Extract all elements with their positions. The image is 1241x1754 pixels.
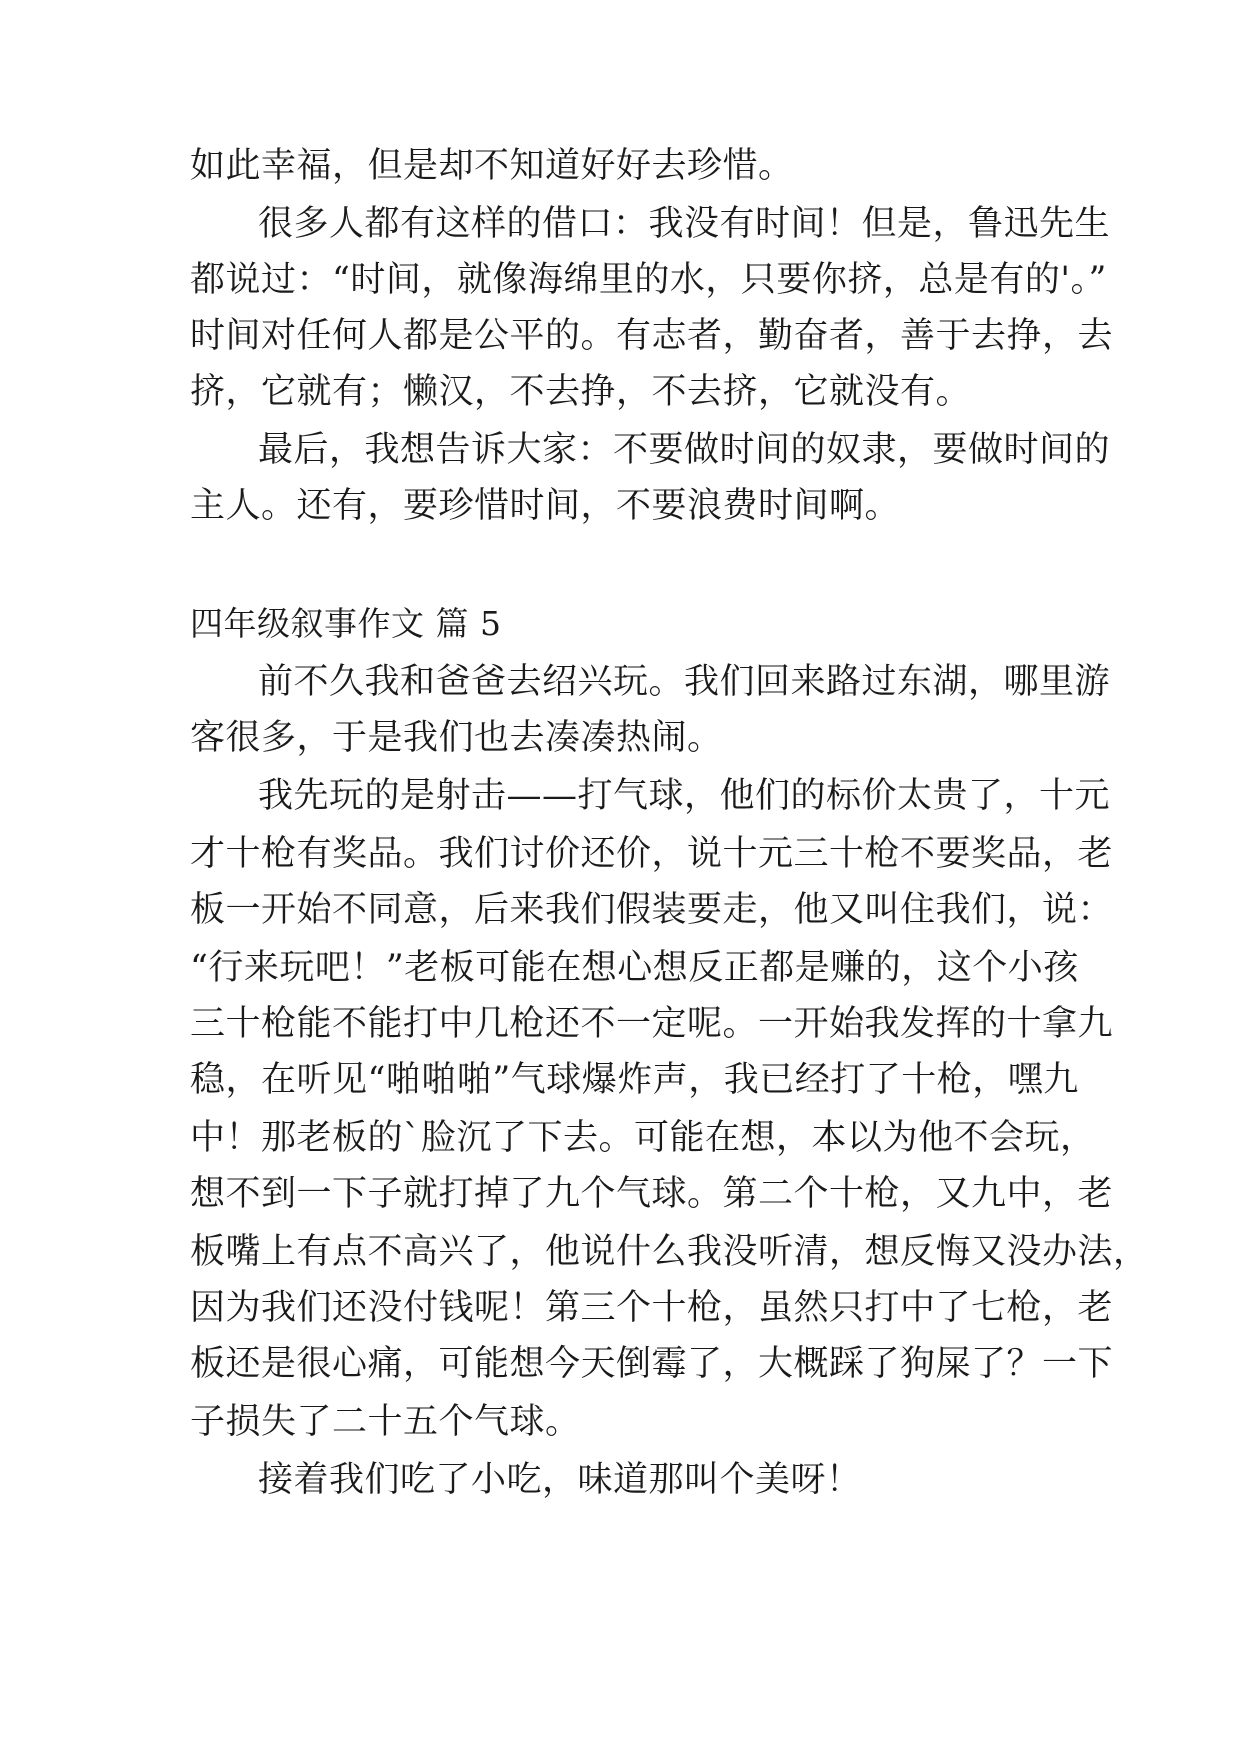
paragraph-line: 才十枪有奖品。我们讨价还价，说十元三十枪不要奖品，老 [190,834,1114,874]
paragraph-line: 板还是很心痛，可能想今天倒霉了，大概踩了狗屎了？一下 [190,1344,1114,1384]
paragraph-line: 如此幸福，但是却不知道好好去珍惜。 [190,146,794,186]
paragraph-line: “行来玩吧！”老板可能在想心想反正都是赚的，这个小孩 [190,948,1079,988]
paragraph-line: 我先玩的是射击——打气球，他们的标价太贵了，十元 [258,776,1111,816]
paragraph-line: 子损失了二十五个气球。 [190,1402,581,1442]
paragraph-line: 客很多，于是我们也去凑凑热闹。 [190,718,723,758]
paragraph-line: 想不到一下子就打掉了九个气球。第二个十枪，又九中，老 [190,1174,1114,1214]
paragraph-line: 主人。还有，要珍惜时间，不要浪费时间啊。 [190,486,901,526]
paragraph-line: 最后，我想告诉大家：不要做时间的奴隶，要做时间的 [258,430,1111,470]
paragraph-line: 接着我们吃了小吃，味道那叫个美呀！ [258,1460,862,1500]
paragraph-line: 中！那老板的`脸沉了下去。可能在想，本以为他不会玩， [190,1118,1096,1158]
paragraph-line: 因为我们还没付钱呢！第三个十枪，虽然只打中了七枪，老 [190,1288,1114,1328]
paragraph-line: 板嘴上有点不高兴了，他说什么我没听清，想反悔又没办法， [190,1232,1149,1272]
paragraph-line: 时间对任何人都是公平的。有志者，勤奋者，善于去挣，去 [190,316,1114,356]
paragraph-line: 三十枪能不能打中几枪还不一定呢。一开始我发挥的十拿九 [190,1004,1114,1044]
paragraph-line: 板一开始不同意，后来我们假装要走，他又叫住我们，说： [190,890,1114,930]
paragraph-line: 挤，它就有；懒汉，不去挣，不去挤，它就没有。 [190,372,972,412]
paragraph-line: 都说过：“时间，就像海绵里的水，只要你挤，总是有的'。” [190,260,1107,300]
paragraph-line: 很多人都有这样的借口：我没有时间！但是，鲁迅先生 [258,204,1111,244]
section-heading: 四年级叙事作文 篇 5 [190,604,502,643]
paragraph-line: 稳，在听见“啪啪啪”气球爆炸声，我已经打了十枪，嘿九 [190,1060,1079,1100]
paragraph-line: 前不久我和爸爸去绍兴玩。我们回来路过东湖，哪里游 [258,662,1111,702]
